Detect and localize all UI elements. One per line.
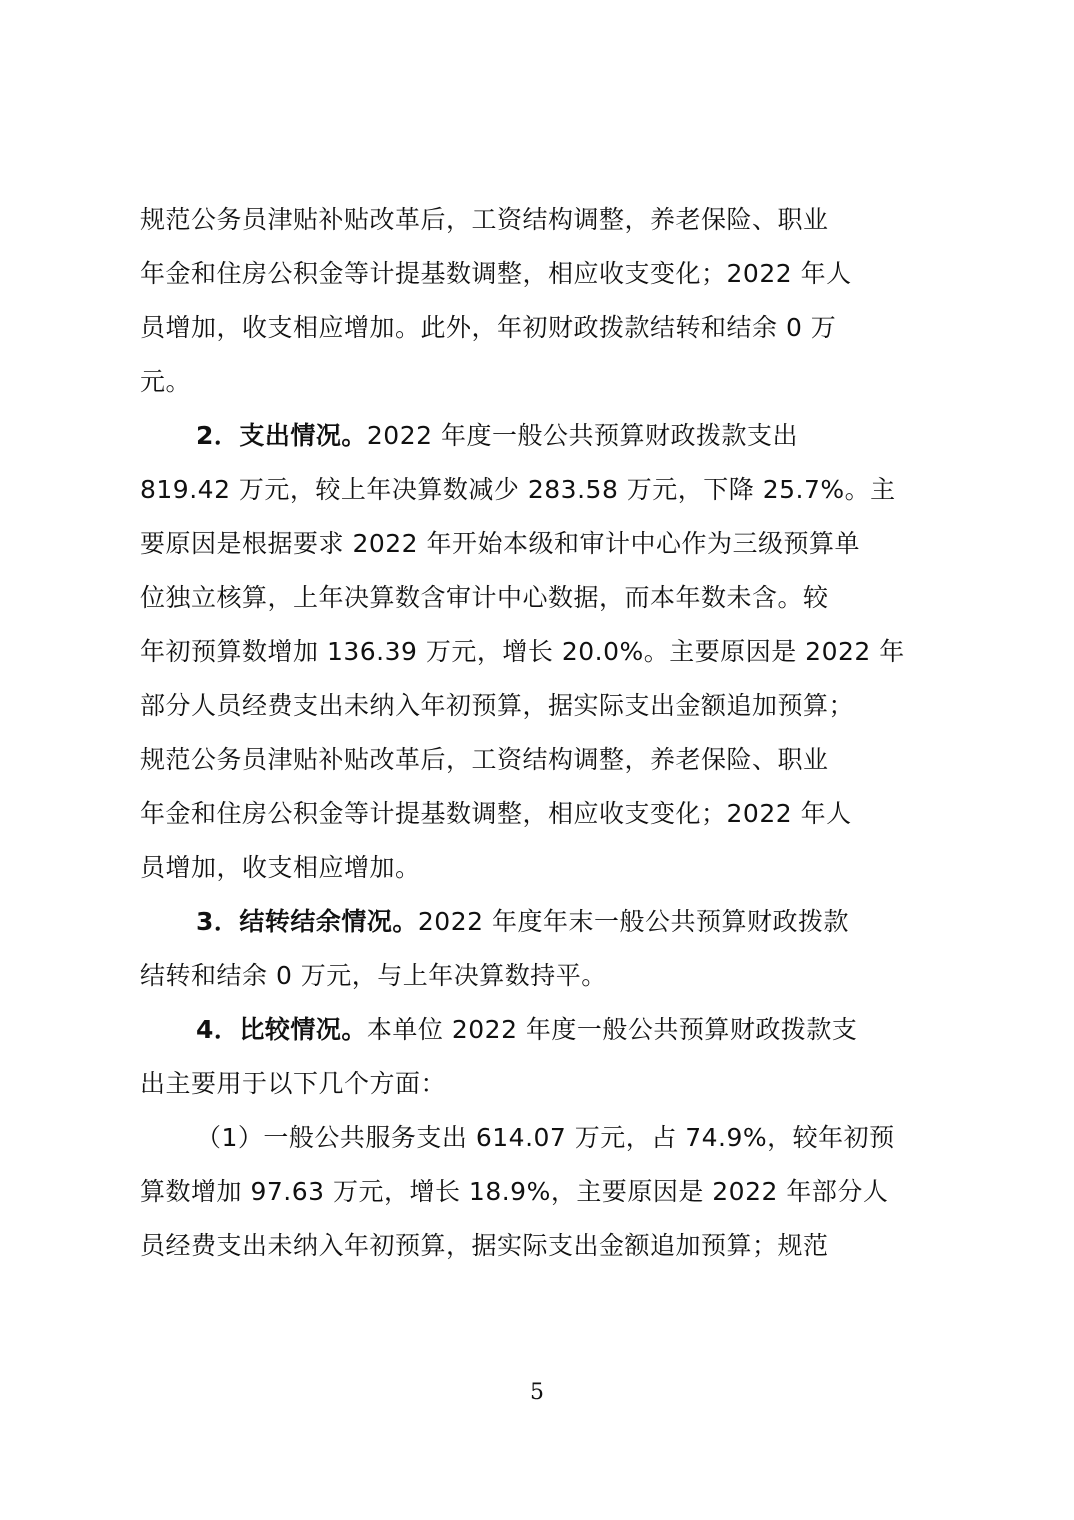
body-line: 年金和住房公积金等计提基数调整，相应收支变化；2022 年人 [140,799,852,828]
section-4-text: 本单位 2022 年度一般公共预算财政拨款支 [366,1015,858,1044]
body-line: 位独立核算，上年决算数含审计中心数据，而本年数未含。较 [140,583,829,612]
body-line: 年初预算数增加 136.39 万元，增长 20.0%。主要原因是 2022 年 [140,637,905,666]
body-line: 年金和住房公积金等计提基数调整，相应收支变化；2022 年人 [140,259,852,288]
body-line: 元。 [140,367,192,396]
body-line: 819.42 万元，较上年决算数减少 283.58 万元，下降 25.7%。主 [140,475,896,504]
section-3-paragraph-start [196,902,849,942]
body-line: 员经费支出未纳入年初预算，据实际支出金额追加预算；规范 [140,1231,829,1260]
body-line: 规范公务员津贴补贴改革后，工资结构调整，养老保险、职业 [140,205,829,234]
section-3-heading: 3．结转结余情况。 [196,907,418,936]
body-line: 出主要用于以下几个方面： [140,1069,447,1098]
body-line: 规范公务员津贴补贴改革后，工资结构调整，养老保险、职业 [140,745,829,774]
body-line: （1）一般公共服务支出 614.07 万元，占 74.9%，较年初预 [196,1123,895,1152]
body-line: 要原因是根据要求 2022 年开始本级和审计中心作为三级预算单 [140,529,861,558]
body-line: 员增加，收支相应增加。 [140,853,421,882]
body-line: 员增加，收支相应增加。此外，年初财政拨款结转和结余 0 万 [140,313,837,342]
section-2-paragraph-start [196,416,798,456]
body-line: 算数增加 97.63 万元，增长 18.9%，主要原因是 2022 年部分人 [140,1177,889,1206]
section-4-paragraph-start [196,1010,857,1050]
section-3-text: 2022 年度年末一般公共预算财政拨款 [417,907,849,936]
section-2-text: 2022 年度一般公共预算财政拨款支出 [366,421,798,450]
section-2-heading: 2．支出情况。 [196,421,367,450]
section-4-heading: 4．比较情况。 [196,1015,367,1044]
body-line: 部分人员经费支出未纳入年初预算，据实际支出金额追加预算； [140,691,855,720]
page-number: 5 [530,1380,544,1405]
body-line: 结转和结余 0 万元，与上年决算数持平。 [140,961,607,990]
